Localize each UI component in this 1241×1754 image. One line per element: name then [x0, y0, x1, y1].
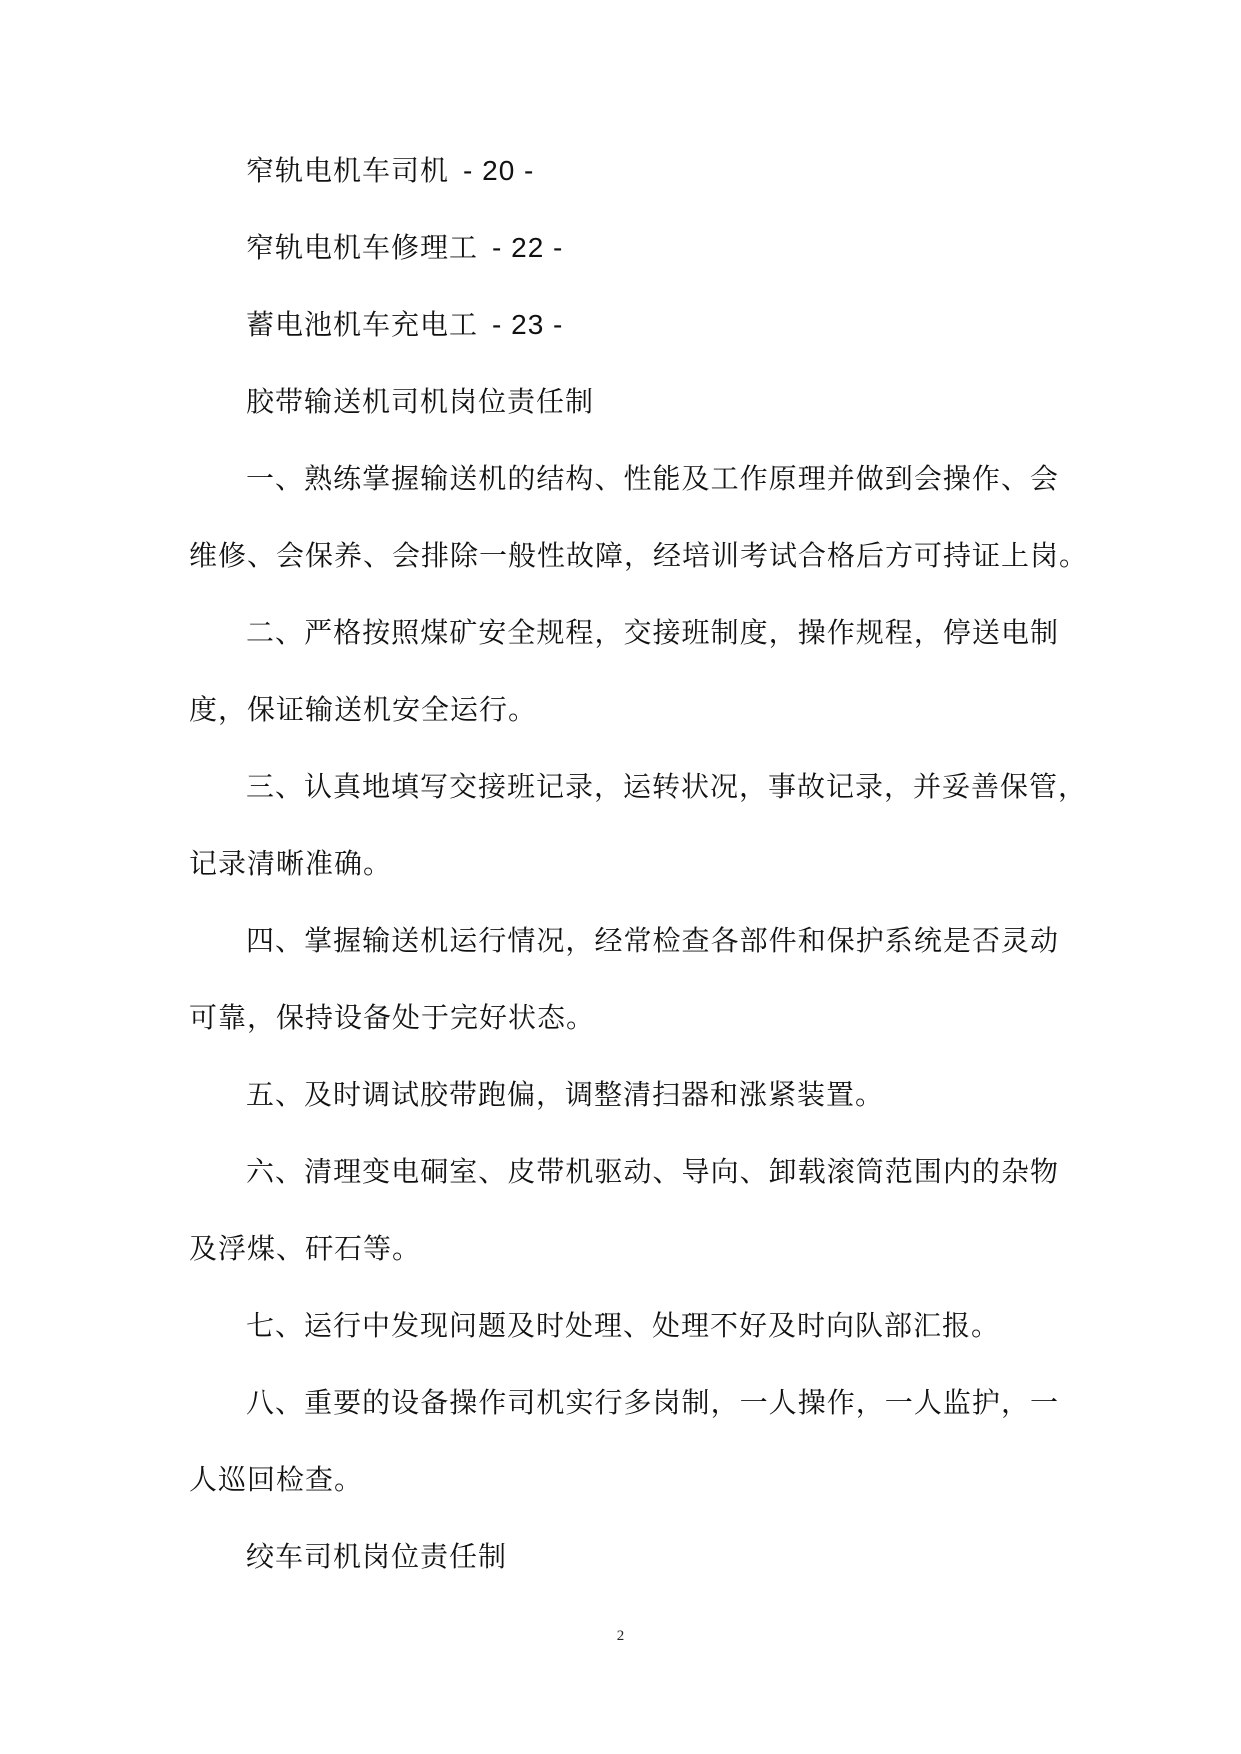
paragraph-line: 三、认真地填写交接班记录，运转状况，事故记录，并妥善保管， — [246, 770, 1088, 803]
paragraph-line: 记录清晰准确。 — [189, 847, 393, 880]
toc-title: 蓄电池机车充电工 — [246, 308, 479, 341]
paragraph-line: 六、清理变电硐室、皮带机驱动、导向、卸载滚筒范围内的杂物 — [246, 1155, 1059, 1188]
paragraph-line: 七、运行中发现问题及时处理、处理不好及时向队部汇报。 — [246, 1309, 1001, 1342]
toc-page: - 22 - — [492, 232, 564, 263]
toc-entry — [189, 148, 1059, 225]
document-body — [189, 148, 1089, 1611]
toc-title: 窄轨电机车修理工 — [246, 231, 479, 264]
toc-entry — [189, 302, 1059, 379]
paragraph-line: 八、重要的设备操作司机实行多岗制，一人操作，一人监护，一 — [246, 1386, 1059, 1419]
paragraph-line: 维修、会保养、会排除一般性故障，经培训考试合格后方可持证上岗。 — [189, 539, 1089, 572]
paragraph-line: 二、严格按照煤矿安全规程，交接班制度，操作规程，停送电制 — [246, 616, 1059, 649]
section-heading: 胶带输送机司机岗位责任制 — [246, 385, 595, 418]
toc-page: - 23 - — [492, 309, 564, 340]
section-heading: 绞车司机岗位责任制 — [246, 1540, 508, 1573]
toc-page: - 20 - — [463, 155, 535, 186]
paragraph-line: 四、掌握输送机运行情况，经常检查各部件和保护系统是否灵动 — [246, 924, 1059, 957]
toc-entry — [189, 225, 1059, 302]
paragraph-line: 人巡回检查。 — [189, 1463, 364, 1496]
page-number: 2 — [616, 1628, 625, 1644]
paragraph-line: 可靠，保持设备处于完好状态。 — [189, 1001, 596, 1034]
toc-title: 窄轨电机车司机 — [246, 154, 450, 187]
paragraph-line: 及浮煤、矸石等。 — [189, 1232, 422, 1265]
paragraph-line: 度，保证输送机安全运行。 — [189, 693, 538, 726]
paragraph-line: 一、熟练掌握输送机的结构、性能及工作原理并做到会操作、会 — [246, 462, 1059, 495]
paragraph-line: 五、及时调试胶带跑偏，调整清扫器和涨紧装置。 — [246, 1078, 885, 1111]
